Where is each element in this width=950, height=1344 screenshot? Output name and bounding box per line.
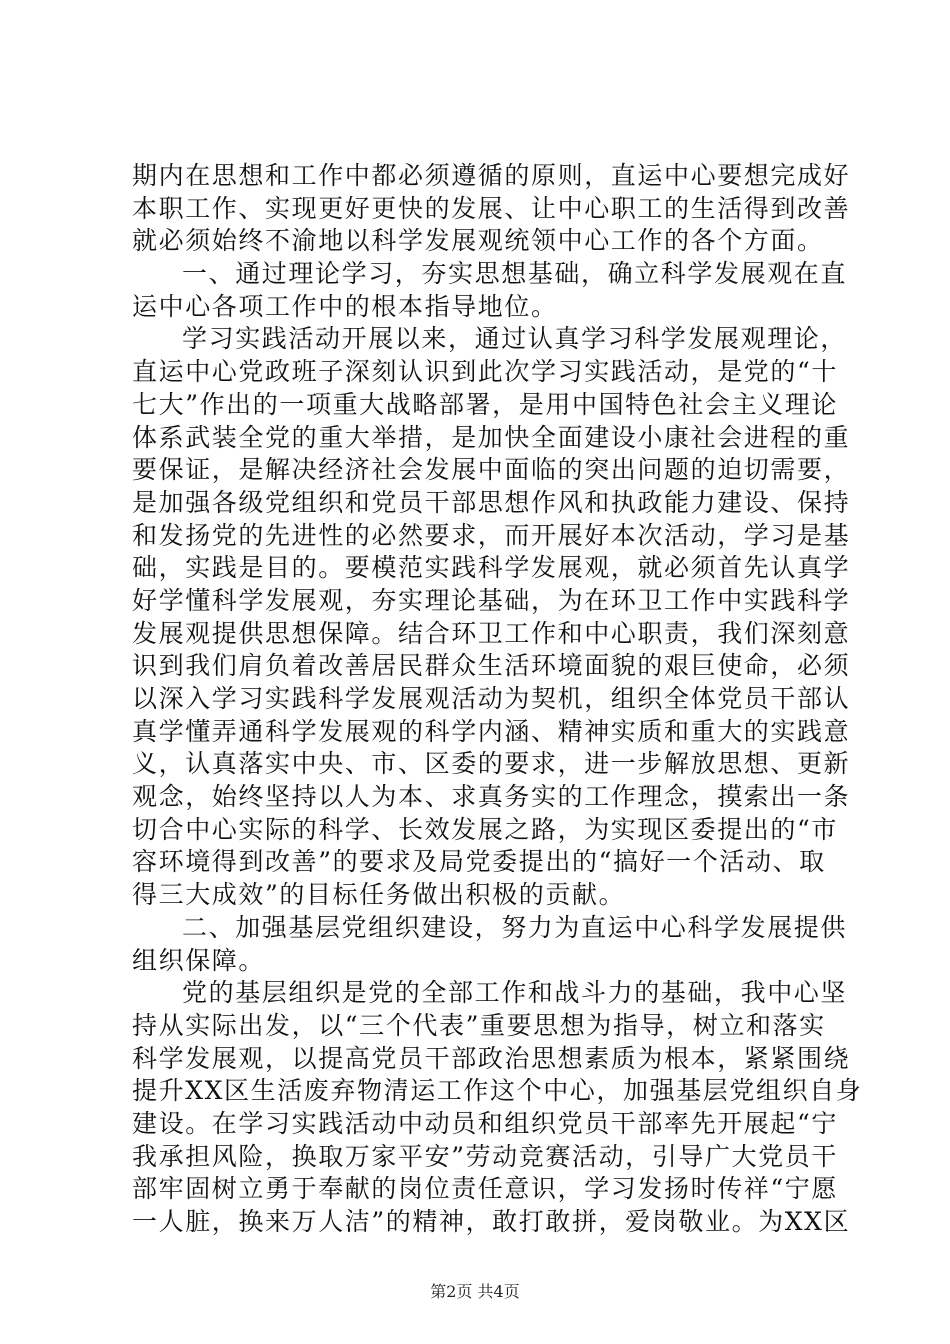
paragraph-line: 就必须始终不渝地以科学发展观统领中心工作的各个方面。 — [132, 226, 824, 256]
paragraph-line: 直运中心党政班子深刻认识到此次学习实践活动，是党的“十 — [132, 357, 838, 387]
paragraph-line: 七大”作出的一项重大战略部署，是用中国特色社会主义理论 — [132, 389, 838, 419]
paragraph — [132, 977, 863, 1239]
paragraph-line: 建设。在学习实践活动中动员和组织党员干部率先开展起“宁 — [132, 1108, 838, 1138]
paragraph-line: 部牢固树立勇于奉献的岗位责任意识，学习发扬时传祥“宁愿 — [132, 1174, 838, 1204]
paragraph-line: 期内在思想和工作中都必须遵循的原则，直运中心要想完成好 — [132, 161, 851, 190]
paragraph-line: 好学懂科学发展观，夯实理论基础，为在环卫工作中实践科学 — [132, 585, 851, 615]
paragraph-line: 运中心各项工作中的根本指导地位。 — [132, 291, 558, 321]
paragraph-line: 识到我们肩负着改善居民群众生活环境面貌的艰巨使命，必须 — [132, 651, 851, 681]
paragraph-line: 发展观提供思想保障。结合环卫工作和中心职责，我们深刻意 — [132, 618, 851, 648]
paragraph-line: 以深入学习实践科学发展观活动为契机，组织全体党员干部认 — [132, 684, 851, 713]
paragraph — [132, 160, 851, 258]
paragraph — [132, 323, 851, 911]
paragraph-line: 义，认真落实中央、市、区委的要求，进一步解放思想、更新 — [132, 749, 851, 779]
page-footer: 第2页 共4页 — [430, 1282, 520, 1301]
paragraph-line: 和发扬党的先进性的必然要求，而开展好本次活动，学习是基 — [132, 520, 851, 550]
paragraph-line: 组织保障。 — [132, 945, 266, 975]
paragraph — [132, 258, 848, 323]
paragraph-line: 是加强各级党组织和党员干部思想作风和执政能力建设、保持 — [132, 487, 851, 517]
paragraph — [132, 912, 848, 977]
paragraph-line: 观念，始终坚持以人为本、求真务实的工作理念，摸索出一条 — [132, 782, 851, 812]
paragraph-line: 党的基层组织是党的全部工作和战斗力的基础，我中心坚 — [182, 978, 848, 1008]
paragraph-line: 我承担风险，换取万家平安”劳动竞赛活动，引导广大党员干 — [132, 1141, 838, 1171]
paragraph-line: 切合中心实际的科学、长效发展之路，为实现区委提出的“市 — [132, 814, 838, 844]
document-body — [132, 160, 863, 1239]
paragraph-line: 容环境得到改善”的要求及局党委提出的“搞好一个活动、取 — [132, 847, 826, 877]
paragraph-line: 得三大成效”的目标任务做出积极的贡献。 — [132, 880, 626, 910]
paragraph-line: 本职工作、实现更好更快的发展、让中心职工的生活得到改善 — [132, 193, 851, 223]
paragraph-line: 持从实际出发，以“三个代表”重要思想为指导，树立和落实 — [132, 1010, 826, 1040]
paragraph-line: 一人脏，换来万人洁”的精神，敢打敢拼，爱岗敬业。为XX区 — [132, 1207, 851, 1236]
paragraph-line: 提升XX区生活废弃物清运工作这个中心，加强基层党组织自身 — [132, 1076, 863, 1106]
paragraph-line: 二、加强基层党组织建设，努力为直运中心科学发展提供 — [182, 912, 848, 942]
paragraph-line: 一、通过理论学习，夯实思想基础，确立科学发展观在直 — [182, 259, 848, 289]
paragraph-line: 学习实践活动开展以来，通过认真学习科学发展观理论， — [182, 324, 848, 354]
paragraph-line: 科学发展观，以提高党员干部政治思想素质为根本，紧紧围绕 — [132, 1043, 851, 1073]
paragraph-line: 础，实践是目的。要模范实践科学发展观，就必须首先认真学 — [132, 553, 851, 583]
paragraph-line: 真学懂弄通科学发展观的科学内涵、精神实质和重大的实践意 — [132, 716, 851, 746]
paragraph-line: 要保证，是解决经济社会发展中面临的突出问题的迫切需要， — [132, 455, 851, 485]
paragraph-line: 体系武装全党的重大举措，是加快全面建设小康社会进程的重 — [132, 422, 851, 452]
